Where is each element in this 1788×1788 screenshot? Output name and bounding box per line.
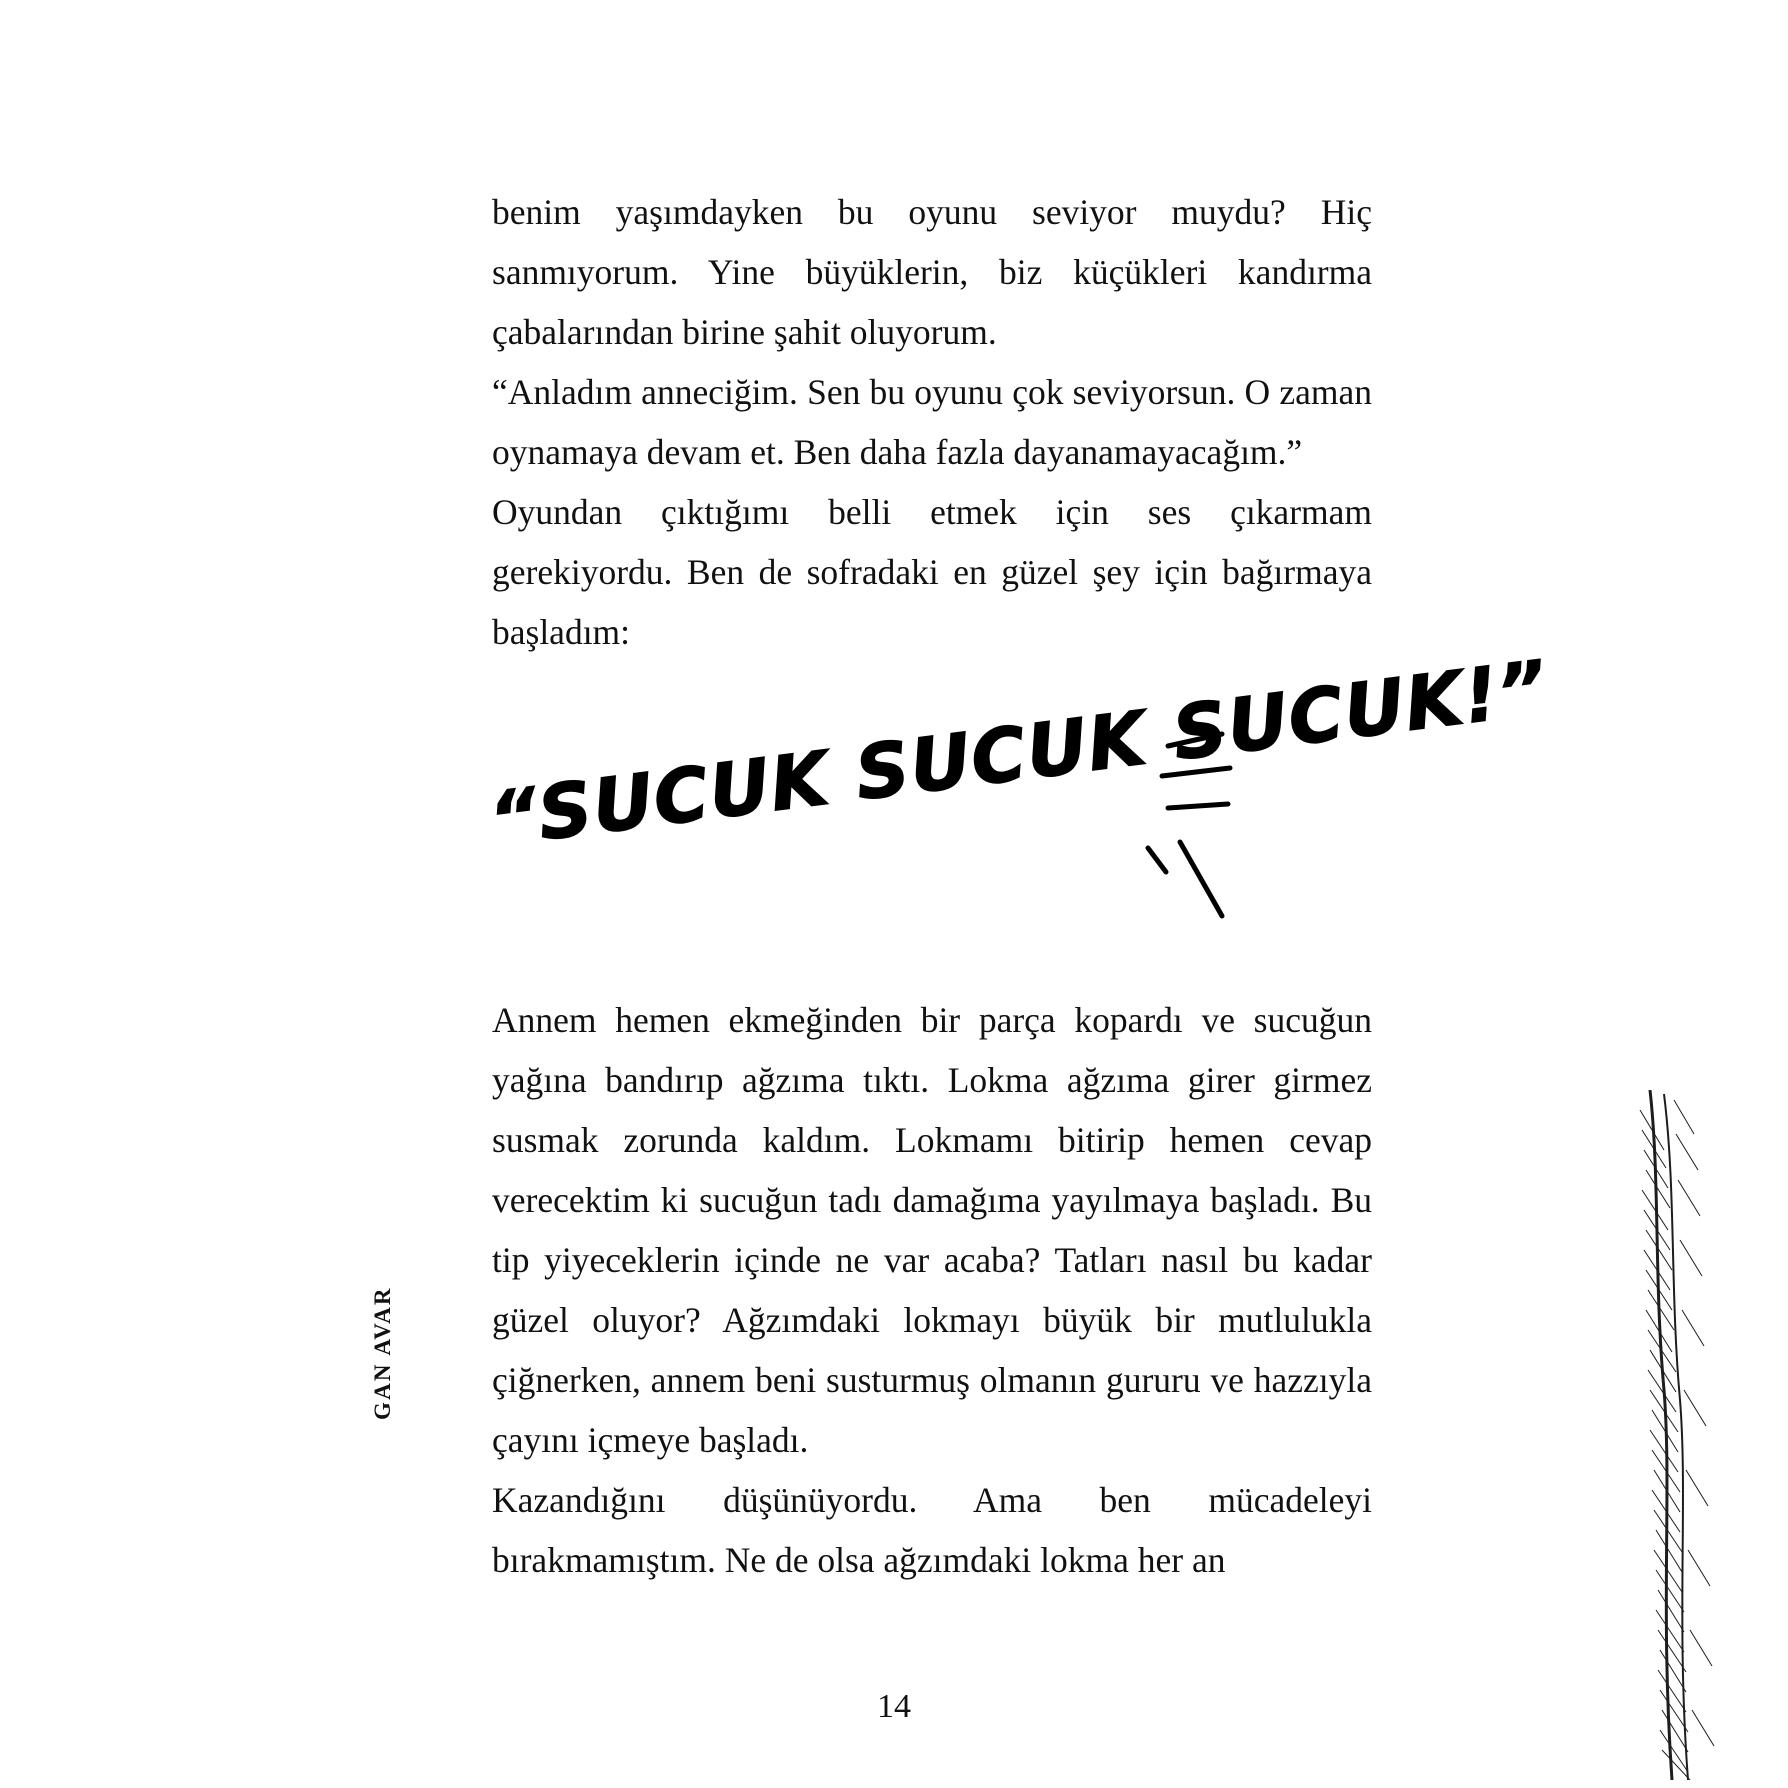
scribble-icon [1620,1090,1730,1780]
paragraph: benim yaşımdayken bu oyunu seviyor muydu? Hiç sanmıyorum. Yine büyüklerin, biz küçükleri kandırma çabalarından birine şahit oluyorum. [492,192,1372,352]
body-text-bottom [492,990,1372,1590]
page-number: 14 [877,1688,911,1725]
paragraph: Kazandığını düşünüyordu. Ama ben mücadeleyi bırakmamıştım. Ne de olsa ağzımdaki lokma her an [492,1480,1372,1580]
body-text-top [492,182,1372,662]
edge-scribble-illustration [1620,1090,1730,1780]
running-head-author: GAN AVAR [370,1286,395,1420]
paragraph: Oyundan çıktığımı belli etmek için ses çıkarmam gerekiyordu. Ben de sofradaki en güzel şey için bağırmaya başladım: [492,492,1372,652]
shout-text: “SUCUK SUCUK SUCUK!” [484,644,1553,864]
paragraph: Annem hemen ekmeğinden bir parça kopardı ve sucuğun yağına bandırıp ağzıma tıktı. Lokma ağzıma girer girmez susmak zorunda kaldım. Lokmamı bitirip hemen cevap verecektim ki sucuğun tadı damağıma yayılmaya başladı. Bu tip yiyeceklerin içinde ne var acaba? Tatları nasıl bu kadar güzel oluyor? Ağzımdaki lokmayı büyük bir mutlulukla çiğnerken, annem beni susturmuş olmanın gururu ve hazzıyla çayını içmeye başladı. [492,1000,1372,1460]
paragraph: “Anladım anneciğim. Sen bu oyunu çok seviyorsun. O zaman oynamaya devam et. Ben daha fazla dayanamayacağım.” [492,372,1372,472]
shout-illustration [470,644,1553,930]
emphasis-rays-icon [1110,720,1370,930]
